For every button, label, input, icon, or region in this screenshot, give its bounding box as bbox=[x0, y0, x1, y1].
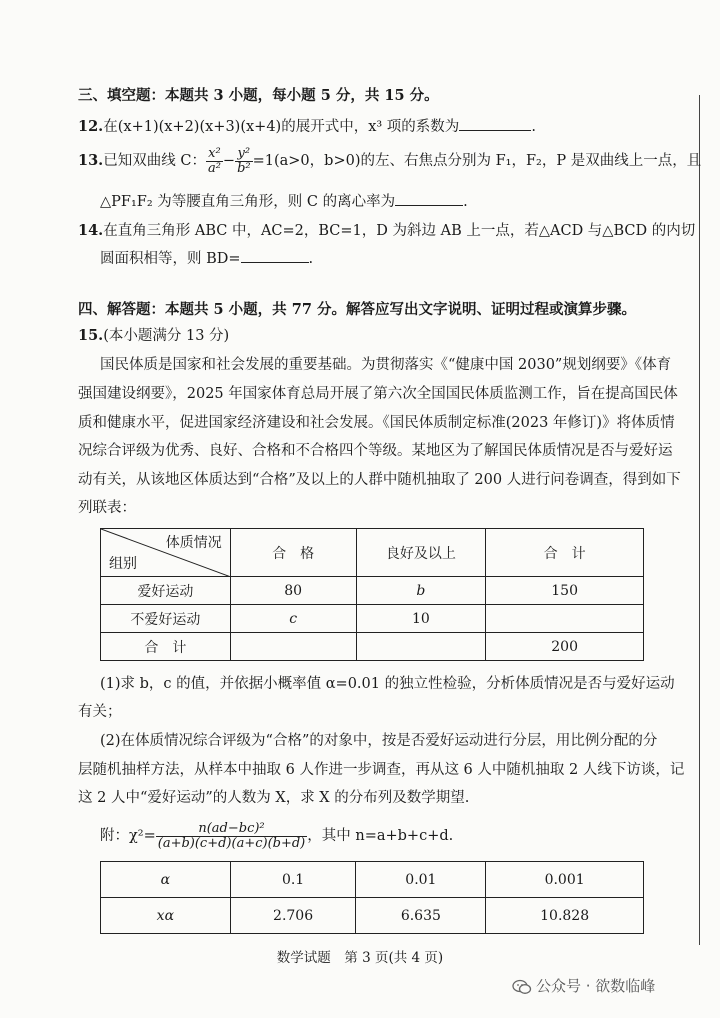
q15-para-line: 国民体质是国家和社会发展的重要基础。为贯彻落实《“健康中国 2030”规划纲要》《体育 bbox=[100, 357, 672, 373]
critical-value-table bbox=[100, 861, 644, 934]
table-cell: α bbox=[101, 862, 231, 898]
table-cell bbox=[230, 633, 356, 661]
table-row bbox=[101, 862, 644, 898]
q14-answer-blank[interactable] bbox=[241, 247, 309, 263]
question-14-line2 bbox=[100, 247, 313, 269]
watermark-text: 公众号 · 欲数临峰 bbox=[536, 977, 656, 995]
table-row bbox=[101, 577, 644, 605]
q15-para-line: 列联表： bbox=[78, 500, 136, 516]
table-cell bbox=[356, 633, 486, 661]
fill-section-header: 三、填空题：本题共 3 小题，每小题 5 分，共 15 分。 bbox=[78, 87, 439, 104]
q13-fraction-x: $\frac{\text{x²}}{\text{a²}}$ bbox=[207, 145, 221, 176]
table-cell bbox=[486, 605, 644, 633]
question-12 bbox=[78, 115, 536, 137]
q13-number: 13. bbox=[78, 152, 104, 169]
table-cell: 80 bbox=[230, 577, 356, 605]
q15-part2-line: 这 2 人中“爱好运动”的人数为 X，求 X 的分布列及数学期望. bbox=[78, 790, 470, 806]
q15-para-line: 况综合评级为优秀、良好、合格和不合格四个等级。某地区为了解国民体质情况是否与爱好运 bbox=[78, 443, 673, 459]
table-cell: 爱好运动 bbox=[101, 577, 231, 605]
q15-title: (本小题满分 13 分) bbox=[103, 328, 230, 344]
corner-bottom-label: 组别 bbox=[109, 556, 137, 572]
contingency-table bbox=[100, 528, 644, 661]
q15-part1-line: (1)求 b，c 的值，并依据小概率值 α=0.01 的独立性检验，分析体质情况是否与爱好运动 bbox=[100, 676, 675, 692]
q12-end: . bbox=[531, 119, 536, 135]
appendix-label: 附：χ²= bbox=[100, 828, 156, 844]
question-13-line1 bbox=[78, 146, 701, 176]
page-footer: 数学试题 第 3 页(共 4 页) bbox=[276, 950, 444, 966]
question-14-line1 bbox=[78, 221, 695, 241]
chi-square-fraction: $\frac{\text{n(ad−bc)²}}{(a+b)(c+d)(a+c)(b+d)}$ bbox=[157, 820, 306, 851]
table-cell: 6.635 bbox=[356, 898, 486, 934]
q15-para-line: 质和健康水平，促进国家经济建设和社会发展。《国民体质制定标准(2023 年修订)》将体质情 bbox=[78, 415, 675, 431]
answer-section-header: 四、解答题：本题共 5 小题，共 77 分。解答应写出文字说明、证明过程或演算步骤。 bbox=[78, 301, 636, 318]
watermark bbox=[512, 975, 655, 996]
table-cell: 不爱好运动 bbox=[101, 605, 231, 633]
table-cell: 10.828 bbox=[486, 898, 644, 934]
q13-pre: 已知双曲线 C： bbox=[103, 153, 206, 169]
q15-para-line: 强国建设纲要》，2025 年国家体育总局开展了第六次全国国民体质监测工作，旨在提高国民体 bbox=[78, 386, 678, 402]
table-header: 良好及以上 bbox=[356, 529, 486, 577]
table-corner-cell bbox=[101, 529, 231, 577]
q14-number: 14. bbox=[78, 222, 104, 239]
table-row bbox=[101, 605, 644, 633]
table-header: 合 格 bbox=[230, 529, 356, 577]
table-cell: 0.001 bbox=[486, 862, 644, 898]
q13-post: =1(a>0，b>0)的左、右焦点分别为 F₁，F₂，P 是双曲线上一点，且 bbox=[252, 153, 702, 169]
q12-text: 在(x+1)(x+2)(x+3)(x+4)的展开式中，x³ 项的系数为 bbox=[103, 119, 460, 135]
q12-number: 12. bbox=[78, 118, 104, 135]
table-cell: 合 计 bbox=[101, 633, 231, 661]
wechat-icon bbox=[512, 979, 532, 995]
q15-part2-line: 层随机抽样方法，从样本中抽取 6 人作进一步调查，再从这 6 人中随机抽取 2 人线下访谈，记 bbox=[78, 762, 685, 778]
q15-number: 15. bbox=[78, 327, 104, 344]
question-13-line2 bbox=[100, 190, 468, 212]
table-cell: c bbox=[230, 605, 356, 633]
q13-minus: − bbox=[222, 153, 236, 169]
table-cell: 0.1 bbox=[230, 862, 356, 898]
q13-answer-blank[interactable] bbox=[395, 190, 463, 206]
table-cell: b bbox=[356, 577, 486, 605]
chi-square-formula bbox=[100, 820, 453, 852]
table-row bbox=[101, 633, 644, 661]
margin-rule bbox=[699, 95, 700, 945]
table-cell: xα bbox=[101, 898, 231, 934]
table-header: 合 计 bbox=[486, 529, 644, 577]
question-15-title bbox=[78, 326, 229, 346]
q14-line2: 圆面积相等，则 BD= bbox=[100, 251, 241, 267]
table-cell: 0.01 bbox=[356, 862, 486, 898]
q13-end: . bbox=[463, 194, 468, 210]
q14-line1: 在直角三角形 ABC 中，AC=2，BC=1，D 为斜边 AB 上一点，若△ACD 与△BCD 的内切 bbox=[103, 223, 696, 239]
table-cell: 10 bbox=[356, 605, 486, 633]
q15-part1-line: 有关； bbox=[78, 704, 122, 720]
table-row bbox=[101, 898, 644, 934]
q15-part2-line: (2)在体质情况综合评级为“合格”的对象中，按是否爱好运动进行分层，用比例分配的分 bbox=[100, 733, 658, 749]
appendix-post: ，其中 n=a+b+c+d. bbox=[307, 828, 454, 844]
table-cell: 200 bbox=[486, 633, 644, 661]
table-cell: 150 bbox=[486, 577, 644, 605]
q12-answer-blank[interactable] bbox=[459, 115, 531, 131]
q15-para-line: 动有关，从该地区体质达到“合格”及以上的人群中随机抽取了 200 人进行问卷调查，得到如下 bbox=[78, 472, 681, 488]
q13-fraction-y: $\frac{\text{y²}}{\text{b²}}$ bbox=[237, 145, 251, 176]
q13-line2: △PF₁F₂ 为等腰直角三角形，则 C 的离心率为 bbox=[100, 194, 396, 210]
table-cell: 2.706 bbox=[230, 898, 356, 934]
q14-end: . bbox=[308, 251, 314, 267]
corner-top-label: 体质情况 bbox=[165, 535, 222, 551]
